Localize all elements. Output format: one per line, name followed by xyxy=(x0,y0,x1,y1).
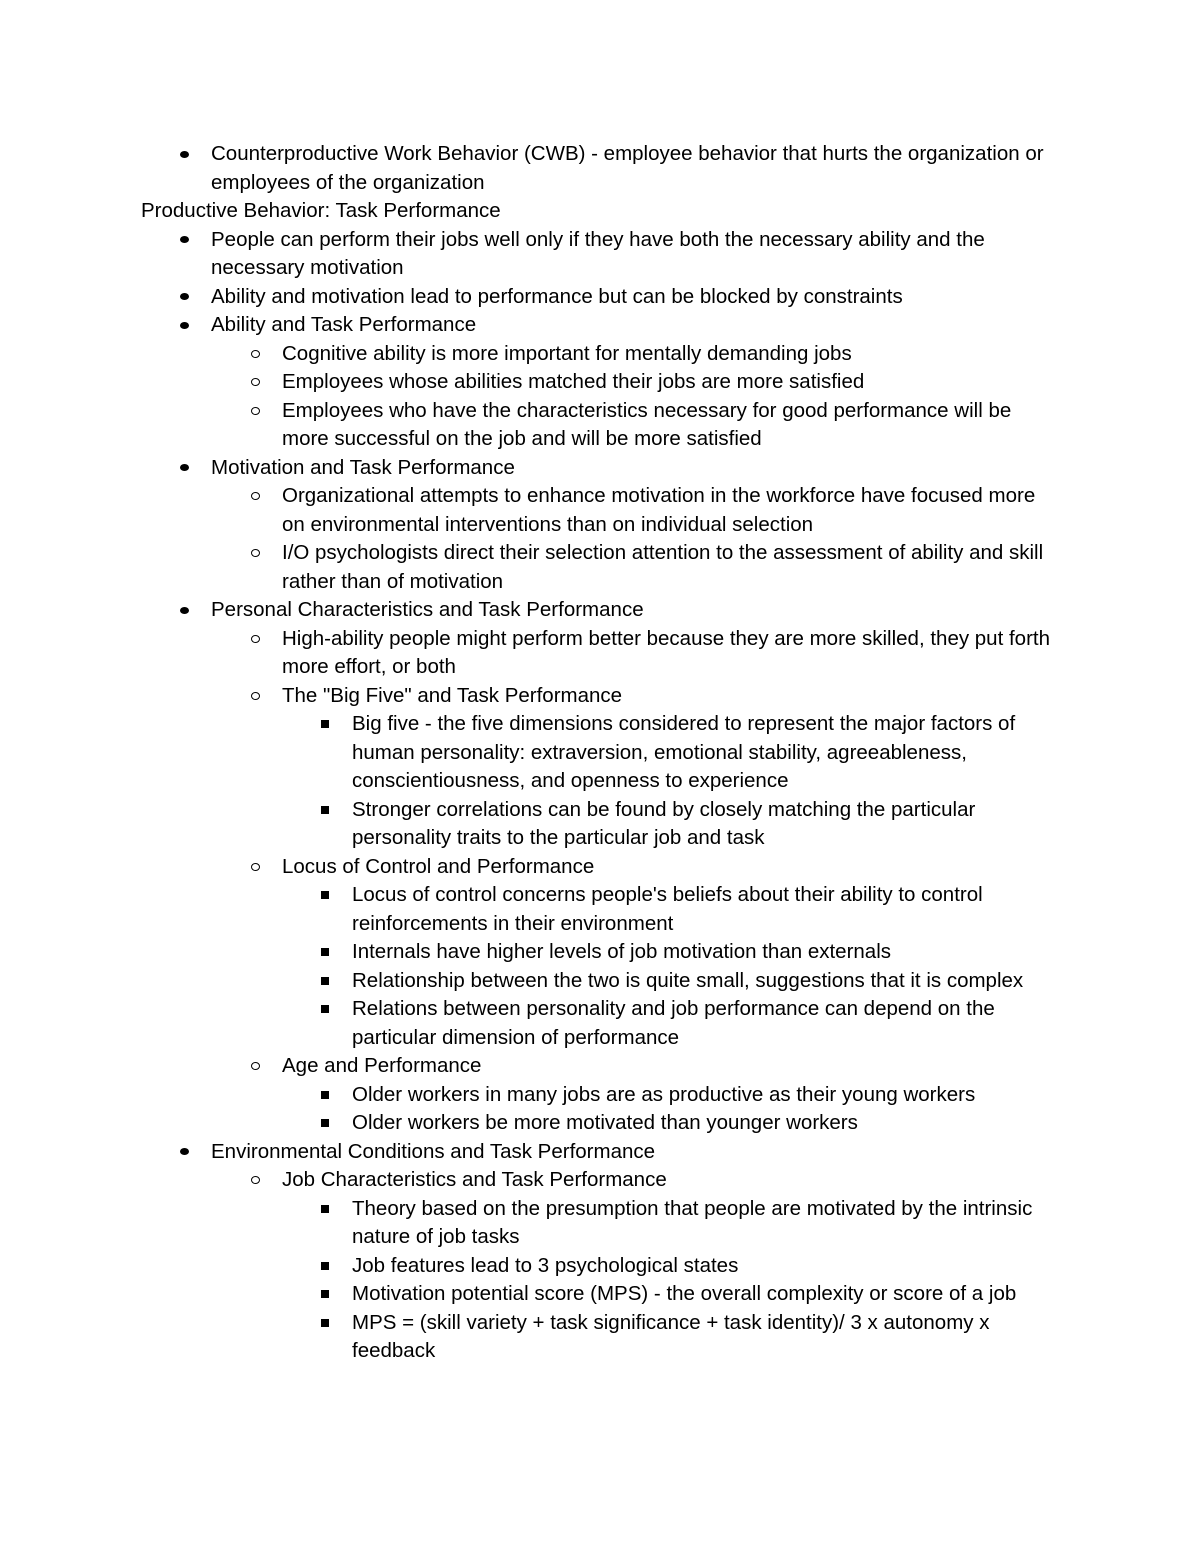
list-item-text: Ability and Task Performance xyxy=(211,313,477,336)
bullet-circle-icon-shape xyxy=(251,863,260,871)
bullet-circle-icon-shape xyxy=(251,407,260,415)
list-item-text: I/O psychologists direct their selection attention to the assessment of ability and skill rather than of motivation xyxy=(282,541,1044,593)
list-item-text: Relationship between the two is quite small, suggestions that it is complex xyxy=(352,968,1024,992)
list-item-text: Ability and motivation lead to performance but can be blocked by constraints xyxy=(211,284,903,308)
bullet-square-icon xyxy=(318,1309,332,1338)
bullet-disc-icon xyxy=(177,1138,191,1167)
list-item-level-1 xyxy=(0,140,1061,197)
list-item-text: Older workers be more motivated than younger workers xyxy=(352,1111,858,1134)
list-item-text: Theory based on the presumption that people are motivated by the intrinsic nature of job tasks xyxy=(352,1196,1033,1248)
list-item-text: Productive Behavior: Task Performance xyxy=(141,199,501,222)
bullet-square-icon-shape xyxy=(321,977,329,985)
list-item-level-3 xyxy=(0,1081,1062,1110)
list-item-text: The "Big Five" and Task Performance xyxy=(282,683,623,707)
list-item-text: Older workers in many jobs are as productive as their young workers xyxy=(352,1082,976,1106)
bullet-circle-icon xyxy=(248,853,262,882)
list-item-text: High-ability people might perform better because they are more skilled, they put forth more effort, or both xyxy=(282,626,1050,678)
bullet-disc-icon-shape xyxy=(180,464,189,471)
list-item-level-3 xyxy=(0,1309,1062,1366)
bullet-square-icon-shape xyxy=(321,1262,329,1270)
bullet-square-icon-shape xyxy=(321,1319,329,1327)
bullet-square-icon-shape xyxy=(321,1091,329,1099)
list-item-level-3 xyxy=(0,995,1062,1052)
list-item-level-1 xyxy=(0,283,1061,312)
list-item-level-2 xyxy=(0,397,1062,454)
bullet-circle-icon xyxy=(248,625,262,654)
bullet-circle-icon-shape xyxy=(251,549,260,557)
bullet-circle-icon xyxy=(248,482,262,511)
list-item-level-3 xyxy=(0,796,1062,853)
bullet-disc-icon-shape xyxy=(180,151,189,158)
bullet-square-icon-shape xyxy=(321,1205,329,1213)
section-heading xyxy=(0,197,1061,226)
list-item-text: Environmental Conditions and Task Performance xyxy=(211,1139,656,1163)
bullet-circle-icon xyxy=(248,1166,262,1195)
bullet-square-icon-shape xyxy=(321,806,329,814)
bullet-square-icon xyxy=(318,1081,332,1110)
bullet-square-icon-shape xyxy=(321,891,329,899)
bullet-square-icon xyxy=(318,1195,332,1224)
list-item-level-2 xyxy=(0,340,1062,369)
list-item-text: Cognitive ability is more important for mentally demanding jobs xyxy=(282,341,852,365)
bullet-disc-icon-shape xyxy=(180,293,189,300)
list-item-level-3 xyxy=(0,967,1062,996)
list-item-text: Big five - the five dimensions considered to represent the major factors of human personality: extraversion, emotional stability, agreeableness, conscientiousness, and openness to experience xyxy=(352,712,1016,792)
bullet-circle-icon-shape xyxy=(251,1176,260,1184)
bullet-disc-icon xyxy=(177,226,191,255)
list-item-text: Job Characteristics and Task Performance xyxy=(282,1168,667,1191)
bullet-disc-icon xyxy=(177,454,191,483)
list-item-text: People can perform their jobs well only if they have both the necessary ability and the necessary motivation xyxy=(211,227,985,279)
list-item-text: Job features lead to 3 psychological states xyxy=(352,1253,739,1277)
document-page xyxy=(0,140,1200,1366)
list-item-text: Motivation potential score (MPS) - the overall complexity or score of a job xyxy=(352,1282,1017,1305)
list-item-level-3 xyxy=(0,938,1062,967)
list-item-text: Locus of control concerns people's beliefs about their ability to control reinforcements in their environment xyxy=(352,883,983,935)
bullet-disc-icon xyxy=(177,140,191,169)
list-item-text: Relations between personality and job performance can depend on the particular dimension of performance xyxy=(352,997,995,1049)
list-item-level-2 xyxy=(0,482,1062,539)
bullet-circle-icon xyxy=(248,539,262,568)
bullet-circle-icon-shape xyxy=(251,692,260,700)
bullet-square-icon-shape xyxy=(321,720,329,728)
list-item-text: Organizational attempts to enhance motivation in the workforce have focused more on environmental interventions than on individual selection xyxy=(282,484,1036,536)
bullet-circle-icon-shape xyxy=(251,350,260,358)
bullet-disc-icon-shape xyxy=(180,1148,189,1155)
list-item-level-3 xyxy=(0,881,1062,938)
bullet-circle-icon xyxy=(248,1052,262,1081)
list-item-text: MPS = (skill variety + task significance + task identity)/ 3 x autonomy x feedback xyxy=(352,1310,990,1362)
bullet-circle-icon xyxy=(248,340,262,369)
bullet-square-icon-shape xyxy=(321,1290,329,1298)
list-item-level-3 xyxy=(0,1109,1062,1138)
bullet-disc-icon xyxy=(177,596,191,625)
bullet-circle-icon xyxy=(248,368,262,397)
bullet-circle-icon-shape xyxy=(251,1062,260,1070)
list-item-level-3 xyxy=(0,1195,1062,1252)
bullet-circle-icon-shape xyxy=(251,378,260,386)
list-item-level-3 xyxy=(0,1252,1062,1281)
list-item-level-2 xyxy=(0,682,1062,711)
bullet-square-icon xyxy=(318,1109,332,1138)
list-item-level-1 xyxy=(0,311,1061,340)
bullet-square-icon-shape xyxy=(321,948,329,956)
list-item-text: Personal Characteristics and Task Performance xyxy=(211,598,644,621)
list-item-text: Age and Performance xyxy=(282,1054,482,1077)
bullet-circle-icon xyxy=(248,397,262,426)
bullet-square-icon xyxy=(318,938,332,967)
bullet-square-icon xyxy=(318,881,332,910)
bullet-square-icon-shape xyxy=(321,1005,329,1013)
list-item-level-3 xyxy=(0,1280,1062,1309)
list-item-level-2 xyxy=(0,368,1062,397)
bullet-square-icon xyxy=(318,1252,332,1281)
bullet-disc-icon xyxy=(177,283,191,312)
list-item-text: Employees whose abilities matched their jobs are more satisfied xyxy=(282,370,865,393)
bullet-disc-icon-shape xyxy=(180,236,189,243)
list-item-text: Counterproductive Work Behavior (CWB) - employee behavior that hurts the organization or employees of the organization xyxy=(211,142,1044,194)
list-item-level-2 xyxy=(0,625,1062,682)
bullet-square-icon xyxy=(318,995,332,1024)
list-item-level-1 xyxy=(0,1138,1061,1167)
bullet-circle-icon-shape xyxy=(251,635,260,643)
bullet-disc-icon-shape xyxy=(180,322,189,329)
bullet-circle-icon xyxy=(248,682,262,711)
list-item-text: Stronger correlations can be found by closely matching the particular personality traits to the particular job and task xyxy=(352,797,976,849)
list-item-level-2 xyxy=(0,1166,1062,1195)
list-item-text: Employees who have the characteristics necessary for good performance will be more successful on the job and will be more satisfied xyxy=(282,398,1012,450)
list-item-level-2 xyxy=(0,1052,1062,1081)
list-item-text: Locus of Control and Performance xyxy=(282,854,595,878)
bullet-circle-icon-shape xyxy=(251,492,260,500)
list-item-level-1 xyxy=(0,596,1061,625)
bullet-square-icon xyxy=(318,1280,332,1309)
bullet-disc-icon-shape xyxy=(180,607,189,614)
bullet-square-icon xyxy=(318,967,332,996)
bullet-square-icon-shape xyxy=(321,1119,329,1127)
list-item-text: Motivation and Task Performance xyxy=(211,455,515,479)
list-item-level-2 xyxy=(0,539,1062,596)
list-item-text: Internals have higher levels of job motivation than externals xyxy=(352,940,892,963)
bullet-square-icon xyxy=(318,796,332,825)
bullet-disc-icon xyxy=(177,311,191,340)
list-item-level-1 xyxy=(0,454,1061,483)
list-item-level-3 xyxy=(0,710,1062,796)
bullet-square-icon xyxy=(318,710,332,739)
list-item-level-2 xyxy=(0,853,1062,882)
list-item-level-1 xyxy=(0,226,1061,283)
